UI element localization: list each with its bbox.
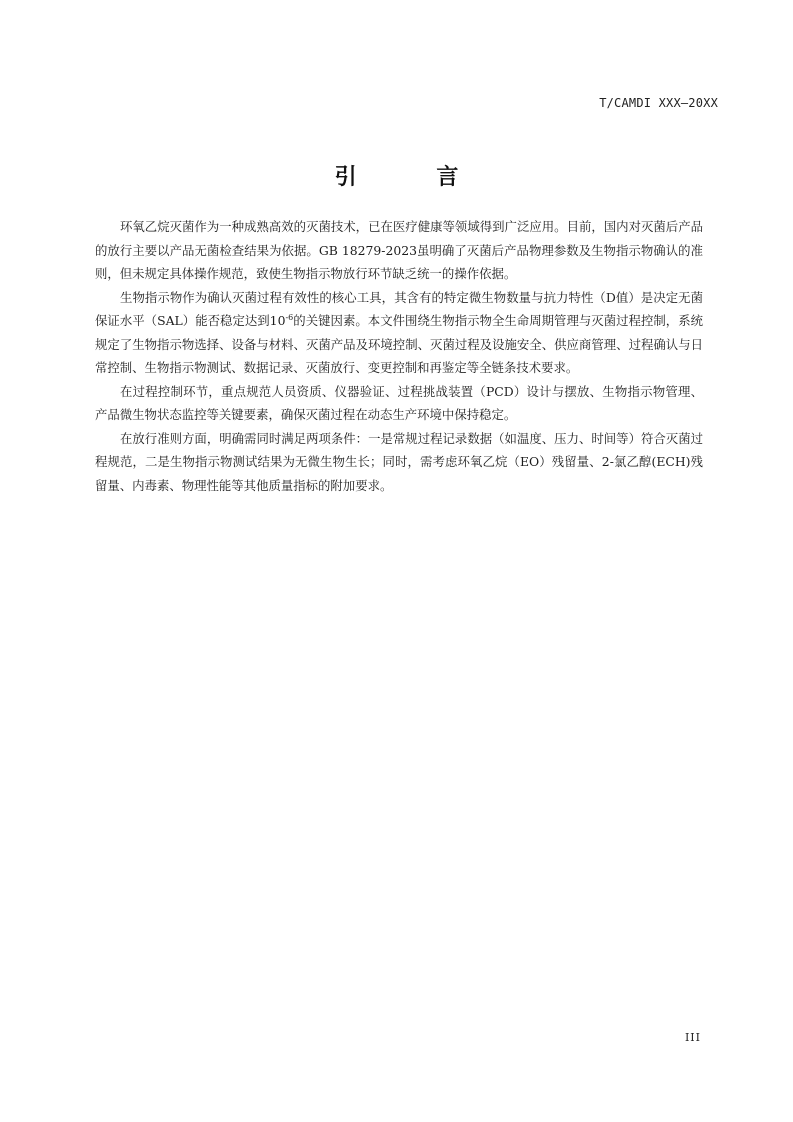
page-title: 引 言 bbox=[334, 165, 495, 190]
paragraph-2-text-before: 生物指示物作为确认灭菌过程有效性的核心工具，其含有的特定微生物数量与抗力特性（D值）是决定无菌保证水平（SAL）能否稳定达到10 bbox=[95, 289, 703, 328]
page-number: III bbox=[684, 1031, 701, 1044]
paragraph-2 bbox=[95, 286, 703, 380]
introduction-body bbox=[95, 215, 703, 497]
document-code: T/CAMDI XXX—20XX bbox=[599, 96, 718, 110]
superscript-exponent: -6 bbox=[285, 312, 294, 322]
paragraph-4: 在放行准则方面，明确需同时满足两项条件：一是常规过程记录数据（如温度、压力、时间等）符合灭菌过程规范，二是生物指示物测试结果为无微生物生长；同时，需考虑环氧乙烷（EO）残留量、2-氯乙醇(ECH)残留量、内毒素、物理性能等其他质量指标的附加要求。 bbox=[95, 430, 703, 493]
paragraph-2-text-after: 的关键因素。本文件围绕生物指示物全生命周期管理与灭菌过程控制，系统规定了生物指示物选择、设备与材料、灭菌产品及环境控制、灭菌过程及设施安全、供应商管理、过程确认与日常控制、生物指示物测试、数据记录、灭菌放行、变更控制和再鉴定等全链条技术要求。 bbox=[95, 313, 704, 375]
paragraph-1: 环氧乙烷灭菌作为一种成熟高效的灭菌技术，已在医疗健康等领域得到广泛应用。目前，国内对灭菌后产品的放行主要以产品无菌检查结果为依据。GB 18279-2023虽明确了灭菌后产品物理参数及生物指示物确认的准则，但未规定具体操作规范，致使生物指示物放行环节缺乏统一的操作依据。 bbox=[95, 219, 703, 281]
paragraph-3: 在过程控制环节，重点规范人员资质、仪器验证、过程挑战装置（PCD）设计与摆放、生物指示物管理、产品微生物状态监控等关键要素，确保灭菌过程在动态生产环境中保持稳定。 bbox=[95, 383, 703, 422]
